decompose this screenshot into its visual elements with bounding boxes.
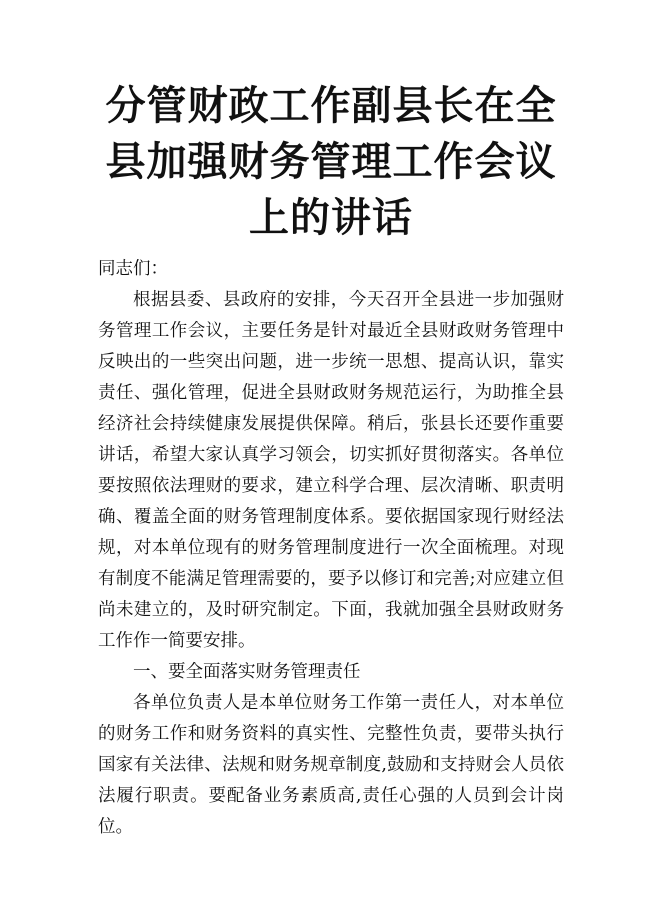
paragraph-section-1: 各单位负责人是本单位财务工作第一责任人，对本单位的财务工作和财务资料的真实性、完整性负责，要带头执行国家有关法律、法规和财务规章制度,鼓励和支持财会人员依法履行职责。要配备业务素质高,责任心强的人员到会计岗位。 <box>98 693 564 837</box>
title-line-1: 分管财政工作副县长在全 <box>105 83 557 129</box>
title-line-2: 县加强财务管理工作会议 <box>105 139 557 185</box>
salutation: 同志们： <box>98 259 168 279</box>
paragraph-intro: 根据县委、县政府的安排，今天召开全县进一步加强财务管理工作会议，主要任务是针对最近全县财政财务管理中反映出的一些突出问题，进一步统一思想、提高认识，靠实责任、强化管理，促进全县财政财务规范运行，为助推全县经济社会持续健康发展提供保障。稍后，张县长还要作重要讲话，希望大家认真学习领会，切实抓好贯彻落实。各单位要按照依法理财的要求，建立科学合理、层次清晰、职责明确、覆盖全面的财务管理制度体系。要依据国家现行财经法规，对本单位现有的财务管理制度进行一次全面梳理。对现有制度不能满足管理需要的，要予以修订和完善;对应建立但尚未建立的，及时研究制定。下面，我就加强全县财政财务工作作一简要安排。 <box>98 290 564 651</box>
document-body <box>98 254 564 843</box>
document-title <box>98 78 564 246</box>
title-line-3: 上的讲话 <box>249 195 413 241</box>
section-heading-1: 一、要全面落实财务管理责任 <box>133 662 361 682</box>
